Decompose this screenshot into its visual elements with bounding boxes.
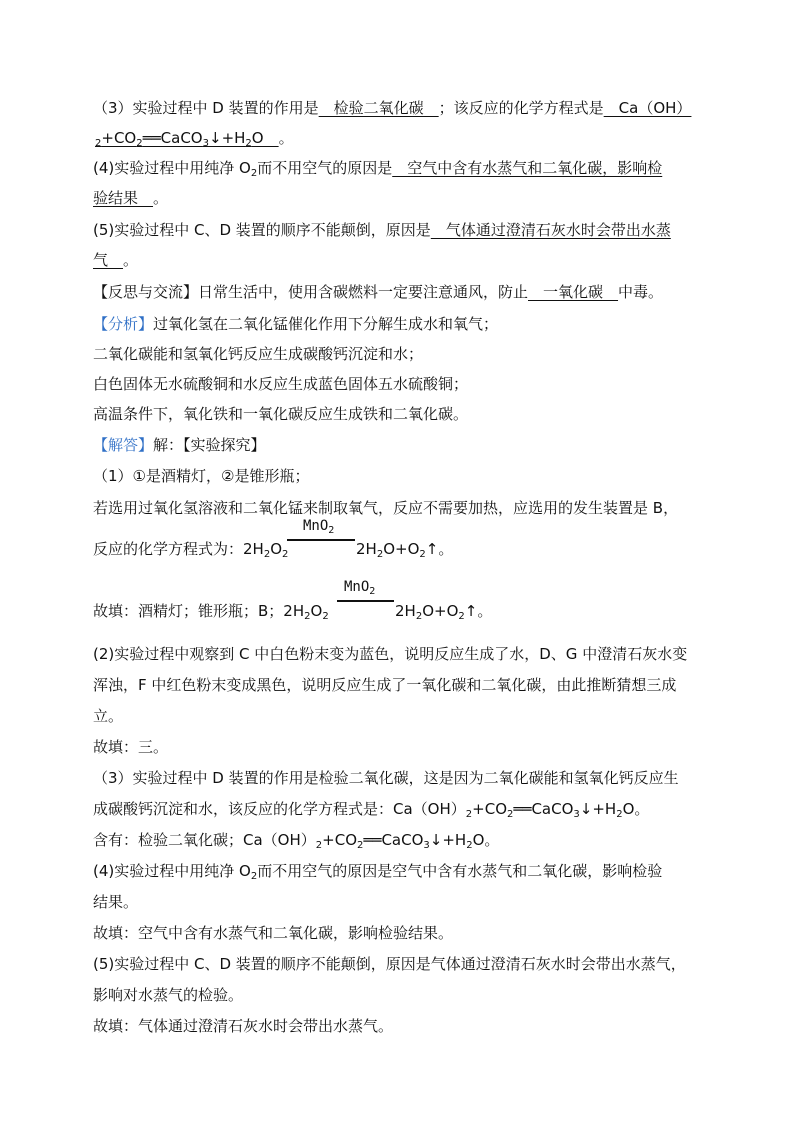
solution-p1-line2: 若选用过氧化氢溶液和二氧化锰来制取氧气，反应不需要加热，应选用的发生装置是 B， <box>93 499 679 517</box>
q4-line2: 验结果 。 <box>93 189 169 207</box>
analysis-line4: 高温条件下，氧化铁和一氧化碳反应生成铁和二氧化碳。 <box>93 405 469 423</box>
reflection-line: 【反思与交流】日常生活中，使用含碳燃料一定要注意通风，防止 一氧化碳 中毒。 <box>93 283 664 301</box>
solution-p3-line1: （3）实验过程中 D 装置的作用是检验二氧化碳，这是因为二氧化碳能和氢氧化钙反应生 <box>93 769 679 787</box>
reaction-bar-1 <box>287 539 355 541</box>
solution-fill2: 故填：三。 <box>93 738 169 756</box>
q5-line2: 气 。 <box>93 251 139 269</box>
solution-p2-line3: 立。 <box>93 707 124 725</box>
q5-answer-blank: 气体通过澄清石灰水时会带出水蒸 <box>430 221 671 239</box>
q4-line1: (4)实验过程中用纯净 $O_2$而不用空气的原因是 空气中含有水蒸气和二氧化碳，影响检 <box>93 159 663 179</box>
solution-fill4: 故填：空气中含有水蒸气和二氧化碳，影响检验结果。 <box>93 924 454 942</box>
solution-label: 【解答】 <box>93 436 154 454</box>
solution-fill3: 含有：检验二氧化碳；$Ca(OH)_2+CO_2══CaCO_3↓+H_2O$。 <box>93 831 500 851</box>
solution-p5-line2: 影响对水蒸气的检验。 <box>93 986 244 1004</box>
reflection-answer-blank: 一氧化碳 <box>528 283 619 301</box>
q5-line1: (5)实验过程中 C、D 装置的顺序不能颠倒，原因是 气体通过澄清石灰水时会带出水蒸 <box>93 221 671 239</box>
solution-p1-line1: （1）①是酒精灯，②是锥形瓶； <box>93 467 310 485</box>
solution-p5-line1: (5)实验过程中 C、D 装置的顺序不能颠倒，原因是气体通过澄清石灰水时会带出水蒸气， <box>93 955 686 973</box>
solution-p3-line2: 成碳酸钙沉淀和水，该反应的化学方程式是：$Ca(OH)_2+CO_2══CaCO_3↓+H_2O$。 <box>93 800 650 820</box>
q3-answer-blank: 检验二氧化碳 <box>318 99 439 117</box>
equation2-products: $2H_2O+O_2↑$。 <box>395 602 493 622</box>
solution-intro: 【解答】解：【实验探究】 <box>93 436 266 454</box>
analysis-line2: 二氧化碳能和氢氧化钙反应生成碳酸钙沉淀和水； <box>93 345 424 363</box>
q3-equation-blank-cont: $_2+CO_2══CaCO_3↓+H_2O$ <box>95 129 279 149</box>
q4-answer-blank: 空气中含有水蒸气和二氧化碳，影响检 <box>392 159 663 177</box>
solution-p2-line1: (2)实验过程中观察到 C 中白色粉末变为蓝色，说明反应生成了水，D、G 中澄清石灰水变 <box>93 645 688 663</box>
equation1-products: $2H_2O+O_2↑$。 <box>356 540 454 560</box>
reaction-bar-2 <box>337 600 394 602</box>
catalyst-label-2: MnO$_2$ <box>344 579 376 597</box>
catalyst-label-1: MnO$_2$ <box>303 518 335 536</box>
solution-fill1: 故填：酒精灯；锥形瓶；B；$2H_2O_2$ <box>93 602 329 622</box>
q3-equation-blank: Ca（OH） <box>603 99 692 117</box>
solution-p4-line1: (4)实验过程中用纯净 $O_2$而不用空气的原因是空气中含有水蒸气和二氧化碳，影响检验 <box>93 862 663 882</box>
analysis-label: 【分析】 <box>93 315 154 333</box>
analysis-line3: 白色固体无水硫酸铜和水反应生成蓝色固体五水硫酸铜； <box>93 375 469 393</box>
solution-fill5: 故填：气体通过澄清石灰水时会带出水蒸气。 <box>93 1017 394 1035</box>
q3-line1: （3）实验过程中 D 装置的作用是 检验二氧化碳 ；该反应的化学方程式是 Ca（OH） <box>93 99 692 117</box>
q3-line2: $_2+CO_2══CaCO_3↓+H_2O$ 。 <box>95 129 294 149</box>
solution-p2-line2: 浑浊，F 中红色粉末变成黑色，说明反应生成了一氧化碳和二氧化碳，由此推断猜想三成 <box>93 676 677 694</box>
solution-p4-line2: 结果。 <box>93 893 139 911</box>
analysis-line1: 【分析】过氧化氢在二氧化锰催化作用下分解生成水和氧气； <box>93 315 499 333</box>
solution-p1-line3: 反应的化学方程式为：$2H_2O_2$ <box>93 540 289 560</box>
